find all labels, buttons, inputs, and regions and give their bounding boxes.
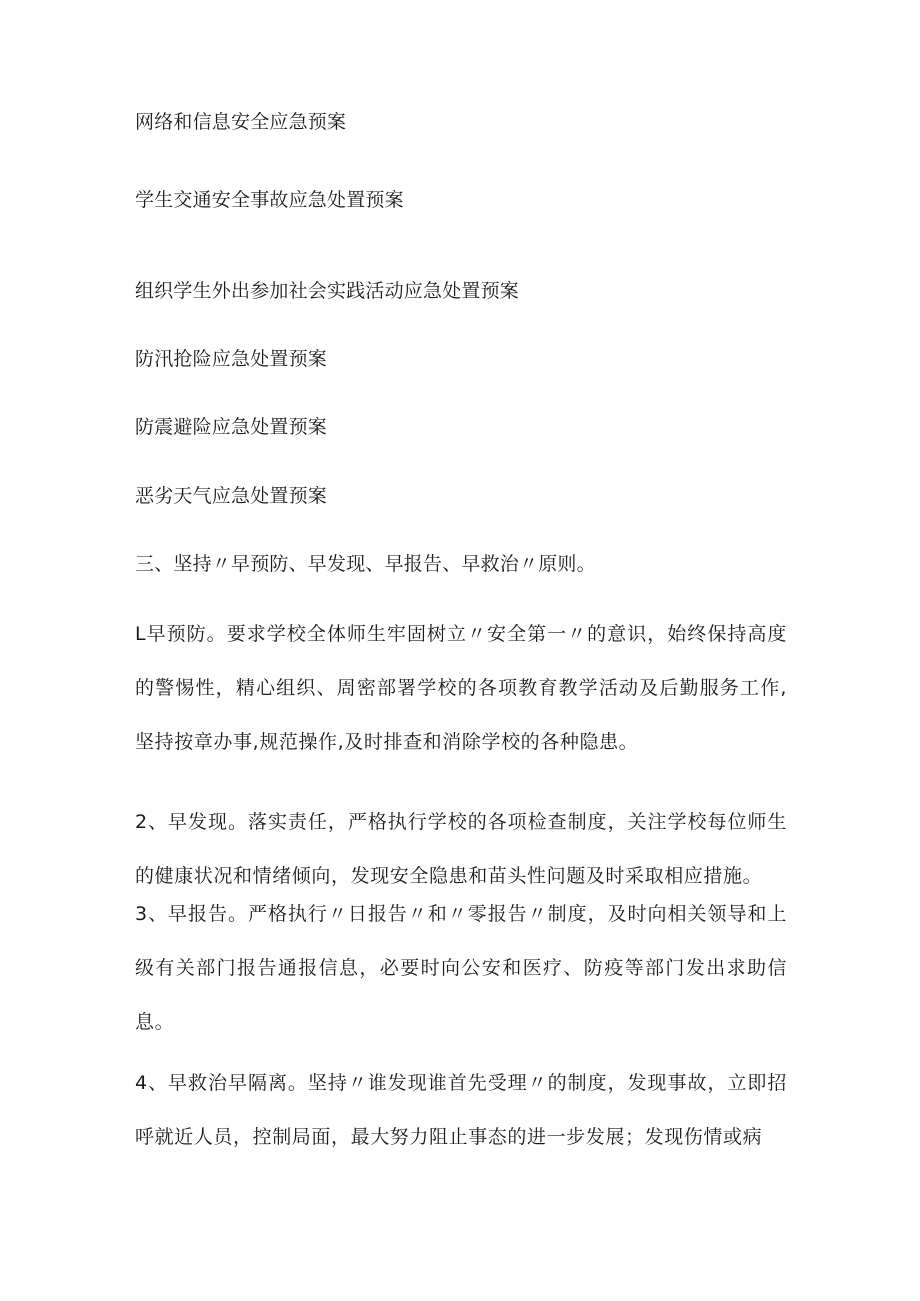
plan-item: 防震避险应急处置预案 <box>135 416 328 438</box>
section-heading: 三、坚持〃早预防、早发现、早报告、早救治〃原则。 <box>135 553 596 575</box>
plan-item: 组织学生外出参加社会实践活动应急处置预案 <box>135 280 520 302</box>
plan-item: 恶劣天气应急处置预案 <box>135 485 328 507</box>
plan-item: 防汛抢险应急处置预案 <box>135 348 328 370</box>
paragraph-early-detection: 2、早发现。落实责任，严格执行学校的各项检查制度，关注学校每位师生的健康状况和情绪倾向，发现安全隐患和苗头性问题及时采取相应措施。 <box>135 811 787 887</box>
plan-item: 网络和信息安全应急预案 <box>135 111 347 133</box>
paragraph-early-reporting: 3、早报告。严格执行〃日报告〃和〃零报告〃制度，及时向相关领导和上级有关部门报告通报信息，必要时向公安和医疗、防疫等部门发出求助信息。 <box>135 903 787 1033</box>
paragraph-early-treatment: 4、早救治早隔离。坚持〃谁发现谁首先受理〃的制度，发现事故，立即招呼就近人员，控制局面，最大努力阻止事态的进一步发展；发现伤情或病 <box>135 1072 787 1148</box>
paragraph-early-prevention: L早预防。要求学校全体师生牢固树立〃安全第一〃的意识，始终保持高度的警惕性，精心组织、周密部署学校的各项教育教学活动及后勤服务工作,坚持按章办事,规范操作,及时排查和消除学校的各种隐患。 <box>135 623 787 753</box>
plan-item: 学生交通安全事故应急处置预案 <box>135 189 404 211</box>
